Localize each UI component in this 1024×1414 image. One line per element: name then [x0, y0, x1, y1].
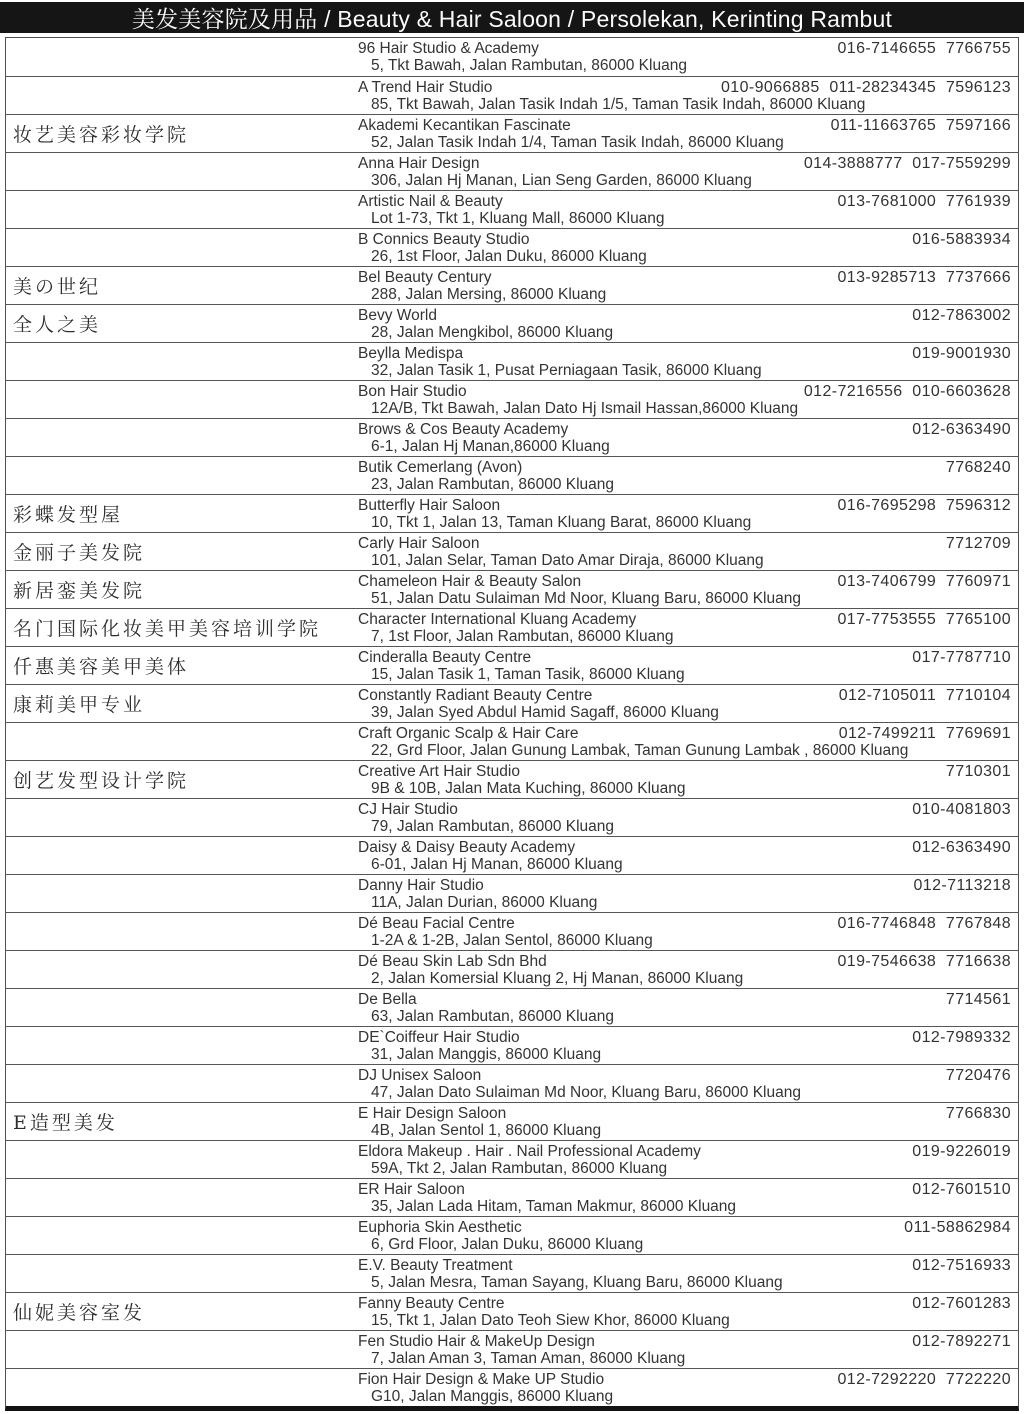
phone-numbers: 012-7292220 7722220: [837, 1371, 1011, 1388]
directory-row: [6, 988, 1018, 1026]
business-name: Bon Hair Studio: [358, 383, 467, 400]
entry-details: [358, 115, 1018, 152]
business-address: 6, Grd Floor, Jalan Duku, 86000 Kluang: [371, 1236, 644, 1253]
business-name: E Hair Design Saloon: [358, 1105, 507, 1122]
entry-details: [358, 153, 1018, 190]
phone-numbers: 012-6363490: [912, 839, 1011, 856]
entry-top-line: [358, 117, 1011, 134]
business-address: 5, Jalan Mesra, Taman Sayang, Kluang Baru, 86000 Kluang: [371, 1274, 783, 1291]
entry-details: [358, 1293, 1018, 1330]
business-address: 7, 1st Floor, Jalan Rambutan, 86000 Kluang: [371, 628, 674, 645]
entry-top-line: [358, 801, 1011, 818]
phone-numbers: 019-7546638 7716638: [837, 953, 1011, 970]
entry-top-line: [358, 421, 1011, 438]
chinese-name: [6, 1027, 358, 1064]
entry-details: [358, 723, 1018, 760]
business-name: Artistic Nail & Beauty: [358, 193, 503, 210]
chinese-name: 创艺发型设计学院: [13, 770, 190, 792]
phone-numbers: 013-7681000 7761939: [837, 193, 1011, 210]
phone-numbers: 019-9226019: [912, 1143, 1011, 1160]
entry-details: [358, 761, 1018, 798]
entry-details: [358, 1217, 1018, 1254]
chinese-name: [6, 77, 358, 114]
directory-row: [6, 380, 1018, 418]
entry-top-line: [358, 40, 1011, 57]
entry-top-line: [358, 1181, 1011, 1198]
entry-top-line: [358, 1067, 1011, 1084]
phone-numbers: 017-7753555 7765100: [837, 611, 1011, 628]
directory-row: [6, 494, 1018, 532]
phone-numbers: 010-9066885 011-28234345 7596123: [720, 79, 1011, 96]
entry-top-line: [358, 953, 1011, 970]
chinese-name: [6, 153, 358, 190]
chinese-name: [6, 951, 358, 988]
entry-details: [358, 913, 1018, 950]
directory-row: [6, 38, 1018, 76]
business-name: Euphoria Skin Aesthetic: [358, 1219, 522, 1236]
phone-numbers: 016-7146655 7766755: [837, 40, 1011, 57]
business-name: Constantly Radiant Beauty Centre: [358, 687, 593, 704]
business-name: B Connics Beauty Studio: [358, 231, 530, 248]
chinese-name: 仙妮美容室发: [13, 1302, 146, 1324]
entry-top-line: [358, 1105, 1011, 1122]
chinese-name: 名门国际化妆美甲美容培训学院: [13, 618, 322, 640]
entry-details: [358, 381, 1018, 418]
entry-top-line: [358, 725, 1011, 742]
business-address: 5, Tkt Bawah, Jalan Rambutan, 86000 Kluang: [371, 57, 687, 74]
entry-details: [358, 571, 1018, 608]
entry-details: [358, 419, 1018, 456]
business-name: Character International Kluang Academy: [358, 611, 637, 628]
directory-row: [6, 456, 1018, 494]
phone-numbers: 016-7695298 7596312: [837, 497, 1011, 514]
business-name: Akademi Kecantikan Fascinate: [358, 117, 571, 134]
chinese-name: 金丽子美发院: [13, 542, 146, 564]
business-address: 2, Jalan Komersial Kluang 2, Hj Manan, 86000 Kluang: [371, 970, 744, 987]
business-name: E.V. Beauty Treatment: [358, 1257, 513, 1274]
business-name: Butterfly Hair Saloon: [358, 497, 501, 514]
directory-row: [6, 836, 1018, 874]
directory-row: [6, 950, 1018, 988]
entry-details: [358, 457, 1018, 494]
category-header: [0, 2, 1024, 33]
phone-numbers: 7710301: [945, 763, 1011, 780]
business-address: 12A/B, Tkt Bawah, Jalan Dato Hj Ismail Hassan,86000 Kluang: [371, 400, 799, 417]
business-name: De Bella: [358, 991, 417, 1008]
business-address: 47, Jalan Dato Sulaiman Md Noor, Kluang Baru, 86000 Kluang: [371, 1084, 801, 1101]
directory-row: [6, 304, 1018, 342]
business-name: Anna Hair Design: [358, 155, 480, 172]
business-name: Daisy & Daisy Beauty Academy: [358, 839, 576, 856]
entry-details: [358, 229, 1018, 266]
directory-row: [6, 722, 1018, 760]
directory-row: [6, 684, 1018, 722]
business-address: 22, Grd Floor, Jalan Gunung Lambak, Taman Gunung Lambak , 86000 Kluang: [371, 742, 909, 759]
business-name: Craft Organic Scalp & Hair Care: [358, 725, 579, 742]
entry-details: [358, 495, 1018, 532]
chinese-name: [6, 191, 358, 228]
business-address: 63, Jalan Rambutan, 86000 Kluang: [371, 1008, 615, 1025]
directory-row: [6, 1254, 1018, 1292]
entry-top-line: [358, 459, 1011, 476]
directory-row: [6, 1216, 1018, 1254]
business-address: G10, Jalan Manggis, 86000 Kluang: [371, 1388, 614, 1405]
entry-top-line: [358, 991, 1011, 1008]
directory-row: [6, 1102, 1018, 1140]
business-name: Brows & Cos Beauty Academy: [358, 421, 569, 438]
phone-numbers: 019-9001930: [912, 345, 1011, 362]
phone-numbers: 7720476: [945, 1067, 1011, 1084]
business-name: Beylla Medispa: [358, 345, 464, 362]
business-address: 32, Jalan Tasik 1, Pusat Perniagaan Tasik, 86000 Kluang: [371, 362, 762, 379]
phone-numbers: 016-5883934: [912, 231, 1011, 248]
phone-numbers: 013-7406799 7760971: [837, 573, 1011, 590]
entry-top-line: [358, 1371, 1011, 1388]
business-address: 35, Jalan Lada Hitam, Taman Makmur, 86000 Kluang: [371, 1198, 737, 1215]
business-name: Carly Hair Saloon: [358, 535, 480, 552]
directory-page: [0, 2, 1024, 1411]
phone-numbers: 012-7516933: [912, 1257, 1011, 1274]
directory-row: [6, 266, 1018, 304]
entry-details: [358, 609, 1018, 646]
business-name: Bel Beauty Century: [358, 269, 492, 286]
business-address: 1-2A & 1-2B, Jalan Sentol, 86000 Kluang: [371, 932, 653, 949]
entry-top-line: [358, 839, 1011, 856]
directory-row: [6, 152, 1018, 190]
business-address: 15, Jalan Tasik 1, Taman Tasik, 86000 Kluang: [371, 666, 685, 683]
directory-row: [6, 646, 1018, 684]
phone-numbers: 012-6363490: [912, 421, 1011, 438]
business-address: 51, Jalan Datu Sulaiman Md Noor, Kluang Baru, 86000 Kluang: [371, 590, 801, 607]
phone-numbers: 012-7601283: [912, 1295, 1011, 1312]
directory-row: [6, 1026, 1018, 1064]
phone-numbers: 012-7892271: [912, 1333, 1011, 1350]
phone-numbers: 7714561: [945, 991, 1011, 1008]
entry-top-line: [358, 1219, 1011, 1236]
business-address: 39, Jalan Syed Abdul Hamid Sagaff, 86000 Kluang: [371, 704, 719, 721]
directory-row: [6, 1064, 1018, 1102]
business-name: DE`Coiffeur Hair Studio: [358, 1029, 520, 1046]
entry-top-line: [358, 269, 1011, 286]
entry-details: [358, 267, 1018, 304]
phone-numbers: 012-7113218: [913, 877, 1011, 894]
chinese-name: [6, 1141, 358, 1178]
entry-top-line: [358, 1029, 1011, 1046]
entry-top-line: [358, 611, 1011, 628]
business-name: DJ Unisex Saloon: [358, 1067, 482, 1084]
chinese-name: [6, 457, 358, 494]
chinese-name: [6, 419, 358, 456]
directory-row: [6, 874, 1018, 912]
phone-numbers: 010-4081803: [912, 801, 1011, 818]
business-address: 6-01, Jalan Hj Manan, 86000 Kluang: [371, 856, 623, 873]
entry-details: [358, 343, 1018, 380]
entry-details: [358, 1103, 1018, 1140]
chinese-name: 美の世纪: [13, 276, 102, 298]
entry-top-line: [358, 1143, 1011, 1160]
business-name: Dé Beau Facial Centre: [358, 915, 515, 932]
phone-numbers: 011-58862984: [904, 1219, 1011, 1236]
chinese-name: [6, 381, 358, 418]
business-address: Lot 1-73, Tkt 1, Kluang Mall, 86000 Kluang: [371, 210, 665, 227]
phone-numbers: 014-3888777 017-7559299: [803, 155, 1011, 172]
category-title: 美发美容院及用品 / Beauty & Hair Saloon / Persolekan, Kerinting Rambut: [131, 6, 893, 32]
entry-details: [358, 1331, 1018, 1368]
directory-row: [6, 76, 1018, 114]
chinese-name: E造型美发: [13, 1112, 118, 1134]
business-name: Fion Hair Design & Make UP Studio: [358, 1371, 605, 1388]
phone-numbers: 011-11663765 7597166: [830, 117, 1011, 134]
business-address: 11A, Jalan Durian, 86000 Kluang: [371, 894, 598, 911]
business-name: Bevy World: [358, 307, 437, 324]
business-address: 101, Jalan Selar, Taman Dato Amar Diraja, 86000 Kluang: [371, 552, 764, 569]
directory-row: [6, 1292, 1018, 1330]
entry-top-line: [358, 79, 1011, 96]
phone-numbers: 7712709: [945, 535, 1011, 552]
phone-numbers: 017-7787710: [912, 649, 1011, 666]
directory-row: [6, 608, 1018, 646]
business-address: 23, Jalan Rambutan, 86000 Kluang: [371, 476, 615, 493]
directory-table: [5, 37, 1019, 1411]
entry-details: [358, 38, 1018, 76]
entry-top-line: [358, 1295, 1011, 1312]
chinese-name: [6, 723, 358, 760]
directory-row: [6, 114, 1018, 152]
entry-details: [358, 647, 1018, 684]
business-address: 288, Jalan Mersing, 86000 Kluang: [371, 286, 607, 303]
chinese-name: [6, 229, 358, 266]
chinese-name: 新居銮美发院: [13, 580, 146, 602]
entry-top-line: [358, 687, 1011, 704]
entry-details: [358, 1141, 1018, 1178]
directory-row: [6, 342, 1018, 380]
business-name: A Trend Hair Studio: [358, 79, 493, 96]
entry-details: [358, 533, 1018, 570]
entry-top-line: [358, 155, 1011, 172]
entry-details: [358, 1255, 1018, 1292]
directory-row: [6, 1330, 1018, 1368]
entry-top-line: [358, 231, 1011, 248]
phone-numbers: 012-7601510: [912, 1181, 1011, 1198]
entry-top-line: [358, 573, 1011, 590]
business-address: 4B, Jalan Sentol 1, 86000 Kluang: [371, 1122, 602, 1139]
business-address: 85, Tkt Bawah, Jalan Tasik Indah 1/5, Taman Tasik Indah, 86000 Kluang: [371, 96, 866, 113]
chinese-name: [6, 989, 358, 1026]
business-address: 26, 1st Floor, Jalan Duku, 86000 Kluang: [371, 248, 647, 265]
business-name: ER Hair Saloon: [358, 1181, 465, 1198]
entry-details: [358, 951, 1018, 988]
business-address: 306, Jalan Hj Manan, Lian Seng Garden, 86000 Kluang: [371, 172, 752, 189]
directory-row: [6, 228, 1018, 266]
business-name: Eldora Makeup . Hair . Nail Professional Academy: [358, 1143, 701, 1160]
chinese-name: [6, 38, 358, 76]
chinese-name: [6, 913, 358, 950]
chinese-name: [6, 343, 358, 380]
entry-details: [358, 77, 1018, 114]
chinese-name: [6, 1369, 358, 1406]
business-address: 79, Jalan Rambutan, 86000 Kluang: [371, 818, 615, 835]
business-address: 10, Tkt 1, Jalan 13, Taman Kluang Barat, 86000 Kluang: [371, 514, 752, 531]
entry-details: [358, 1065, 1018, 1102]
chinese-name: [6, 1255, 358, 1292]
phone-numbers: 012-7216556 010-6603628: [803, 383, 1011, 400]
phone-numbers: 013-9285713 7737666: [837, 269, 1011, 286]
chinese-name: 彩蝶发型屋: [13, 504, 124, 526]
phone-numbers: 012-7105011 7710104: [838, 687, 1011, 704]
business-name: Fanny Beauty Centre: [358, 1295, 505, 1312]
chinese-name: 全人之美: [13, 314, 102, 336]
directory-row: [6, 1178, 1018, 1216]
business-name: CJ Hair Studio: [358, 801, 458, 818]
chinese-name: [6, 1217, 358, 1254]
entry-details: [358, 837, 1018, 874]
business-name: Dé Beau Skin Lab Sdn Bhd: [358, 953, 547, 970]
business-address: 28, Jalan Mengkibol, 86000 Kluang: [371, 324, 614, 341]
business-name: Creative Art Hair Studio: [358, 763, 520, 780]
entry-top-line: [358, 1257, 1011, 1274]
entry-details: [358, 875, 1018, 912]
directory-row: [6, 532, 1018, 570]
phone-numbers: 012-7989332: [912, 1029, 1011, 1046]
business-name: Butik Cemerlang (Avon): [358, 459, 523, 476]
business-name: Fen Studio Hair & MakeUp Design: [358, 1333, 595, 1350]
business-name: Chameleon Hair & Beauty Salon: [358, 573, 582, 590]
phone-numbers: 016-7746848 7767848: [837, 915, 1011, 932]
entry-details: [358, 685, 1018, 722]
entry-top-line: [358, 383, 1011, 400]
phone-numbers: 7768240: [945, 459, 1011, 476]
business-address: 59A, Tkt 2, Jalan Rambutan, 86000 Kluang: [371, 1160, 668, 1177]
phone-numbers: 012-7863002: [912, 307, 1011, 324]
entry-top-line: [358, 915, 1011, 932]
chinese-name: [6, 875, 358, 912]
entry-top-line: [358, 1333, 1011, 1350]
business-name: Danny Hair Studio: [358, 877, 484, 894]
business-name: 96 Hair Studio & Academy: [358, 40, 539, 57]
directory-row: [6, 570, 1018, 608]
business-address: 7, Jalan Aman 3, Taman Aman, 86000 Kluang: [371, 1350, 686, 1367]
directory-row: [6, 760, 1018, 798]
chinese-name: [6, 1065, 358, 1102]
directory-row: [6, 1368, 1018, 1406]
directory-row: [6, 418, 1018, 456]
chinese-name: [6, 799, 358, 836]
entry-details: [358, 989, 1018, 1026]
entry-top-line: [358, 497, 1011, 514]
business-address: 15, Tkt 1, Jalan Dato Teoh Siew Khor, 86000 Kluang: [371, 1312, 730, 1329]
entry-top-line: [358, 193, 1011, 210]
entry-details: [358, 1369, 1018, 1406]
directory-row: [6, 912, 1018, 950]
chinese-name: [6, 837, 358, 874]
entry-top-line: [358, 535, 1011, 552]
entry-details: [358, 1027, 1018, 1064]
directory-row: [6, 1140, 1018, 1178]
business-address: 6-1, Jalan Hj Manan,86000 Kluang: [371, 438, 610, 455]
entry-details: [358, 799, 1018, 836]
entry-details: [358, 1179, 1018, 1216]
chinese-name: 妆艺美容彩妆学院: [13, 124, 190, 146]
entry-top-line: [358, 877, 1011, 894]
entry-top-line: [358, 307, 1011, 324]
entry-top-line: [358, 763, 1011, 780]
business-address: 31, Jalan Manggis, 86000 Kluang: [371, 1046, 602, 1063]
entry-top-line: [358, 345, 1011, 362]
phone-numbers: 7766830: [945, 1105, 1011, 1122]
directory-row: [6, 190, 1018, 228]
phone-numbers: 012-7499211 7769691: [838, 725, 1011, 742]
chinese-name: 康莉美甲专业: [13, 694, 146, 716]
entry-top-line: [358, 649, 1011, 666]
business-name: Cinderalla Beauty Centre: [358, 649, 532, 666]
business-address: 52, Jalan Tasik Indah 1/4, Taman Tasik Indah, 86000 Kluang: [371, 134, 784, 151]
chinese-name: [6, 1331, 358, 1368]
business-address: 9B & 10B, Jalan Mata Kuching, 86000 Kluang: [371, 780, 686, 797]
entry-details: [358, 305, 1018, 342]
entry-details: [358, 191, 1018, 228]
directory-row: [6, 798, 1018, 836]
chinese-name: 仟惠美容美甲美体: [13, 656, 190, 678]
chinese-name: [6, 1179, 358, 1216]
